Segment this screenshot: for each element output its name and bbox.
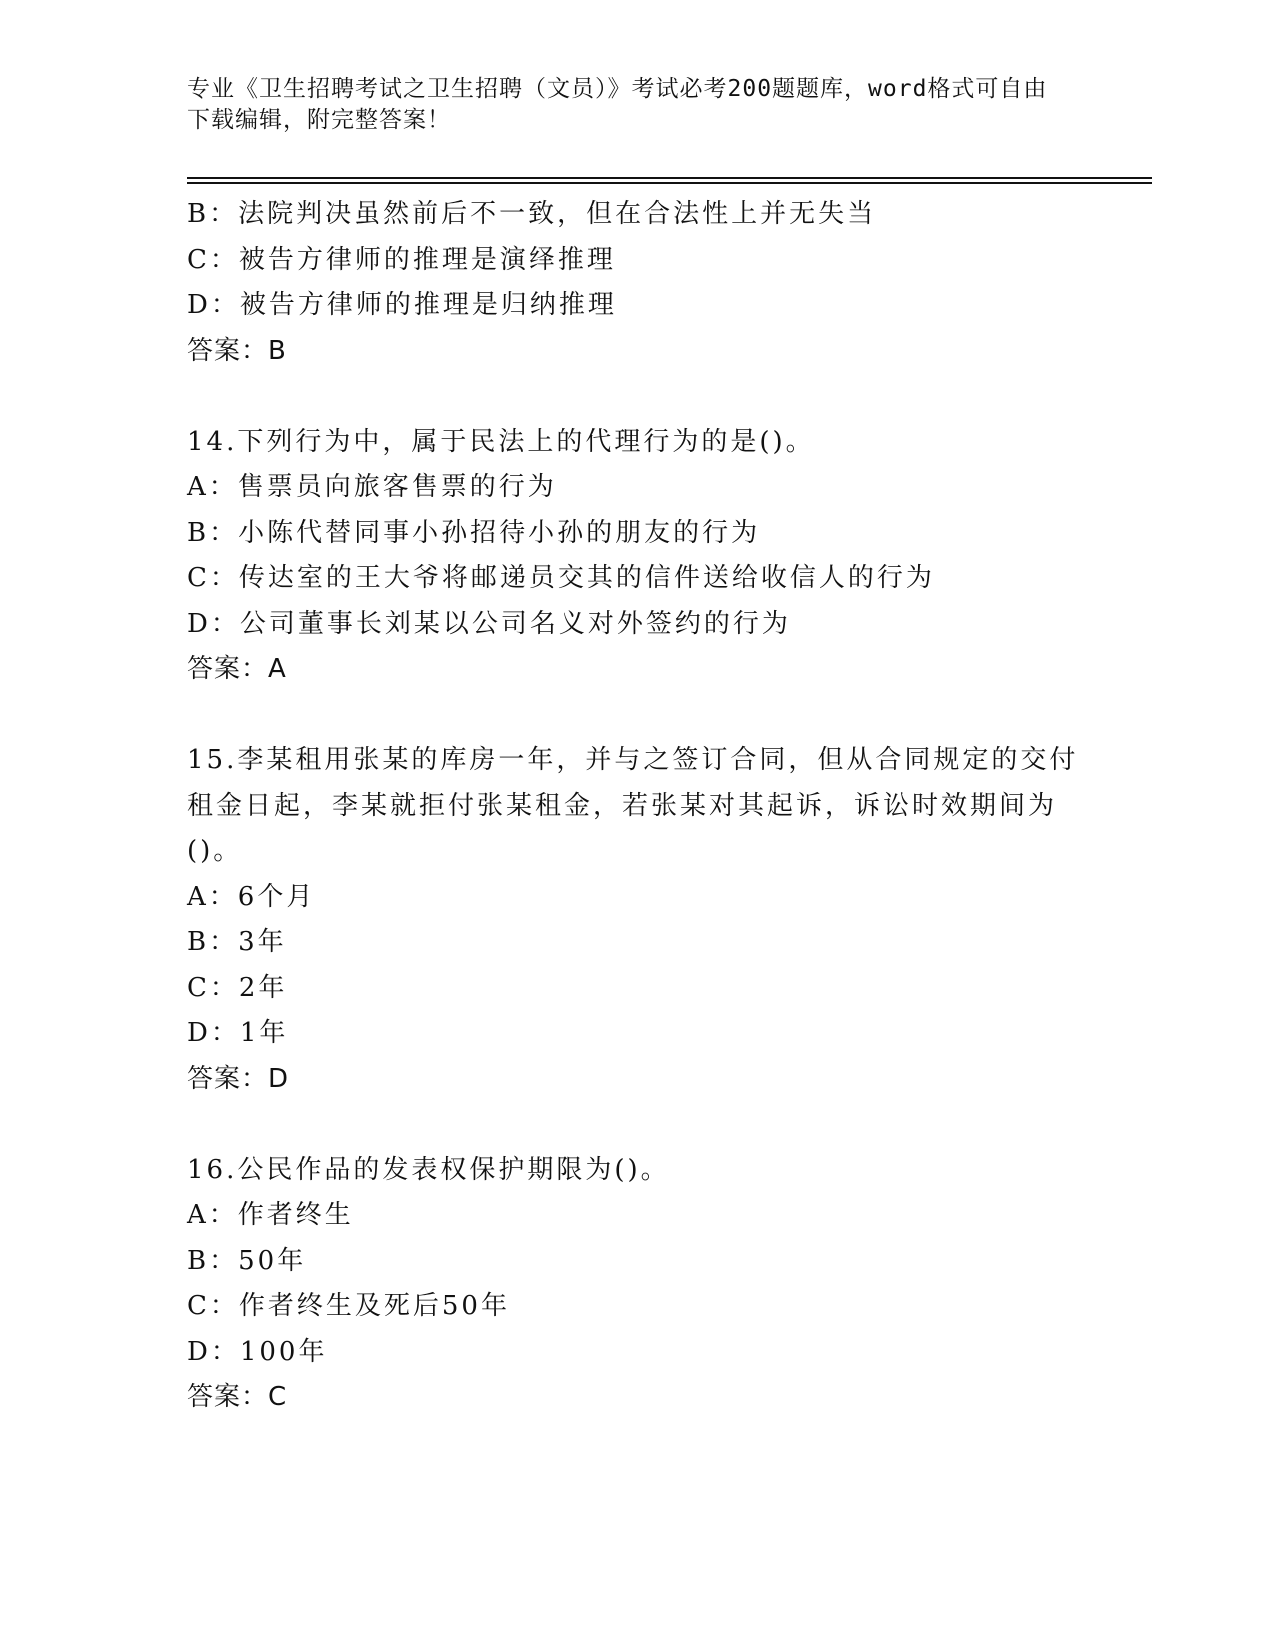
option-b: B：小陈代替同事小孙招待小孙的朋友的行为	[187, 517, 761, 548]
question-text-line-2: 租金日起，李某就拒付张某租金，若张某对其起诉，诉讼时效期间为	[187, 790, 1058, 821]
option-c: C：2年	[187, 972, 288, 1003]
question-15	[187, 738, 1107, 1102]
option-c: C：被告方律师的推理是演绎推理	[187, 244, 616, 275]
option-a: A：作者终生	[187, 1200, 354, 1230]
question-16	[187, 1148, 1107, 1421]
question-text-line-1: 15.李某租用张某的库房一年，并与之签订合同，但从合同规定的交付	[187, 745, 1079, 775]
option-c: C：传达室的王大爷将邮递员交其的信件送给收信人的行为	[187, 563, 935, 593]
option-a: A：6个月	[187, 881, 316, 912]
answer-label: 答案：D	[187, 1063, 290, 1094]
header-divider-bottom	[187, 182, 1152, 184]
answer-label: 答案：B	[187, 335, 287, 366]
question-text-line-3: ()。	[187, 836, 243, 866]
question-14	[187, 420, 1107, 693]
option-b: B：法院判决虽然前后不一致，但在合法性上并无失当	[187, 199, 877, 229]
option-d: D：被告方律师的推理是归纳推理	[187, 290, 617, 320]
option-d: D：100年	[187, 1336, 328, 1367]
answer-label: 答案：A	[187, 654, 287, 684]
option-d: D：公司董事长刘某以公司名义对外签约的行为	[187, 608, 791, 639]
question-13	[187, 192, 1107, 374]
spacer	[187, 693, 1107, 739]
option-a: A：售票员向旅客售票的行为	[187, 472, 557, 502]
document-header: 专业《卫生招聘考试之卫生招聘（文员）》考试必考200题题库，word格式可自由下载编辑，附完整答案！	[187, 76, 1048, 133]
answer-label: 答案：C	[187, 1382, 288, 1412]
option-c: C：作者终生及死后50年	[187, 1291, 510, 1321]
option-b: B：3年	[187, 927, 287, 957]
question-text: 14.下列行为中，属于民法上的代理行为的是()。	[187, 426, 815, 457]
option-b: B：50年	[187, 1245, 307, 1276]
spacer	[187, 1102, 1107, 1148]
question-list	[187, 192, 1107, 1421]
header-divider-top	[187, 177, 1152, 179]
option-d: D：1年	[187, 1018, 289, 1048]
question-text: 16.公民作品的发表权保护期限为()。	[187, 1154, 670, 1185]
spacer	[187, 374, 1107, 420]
